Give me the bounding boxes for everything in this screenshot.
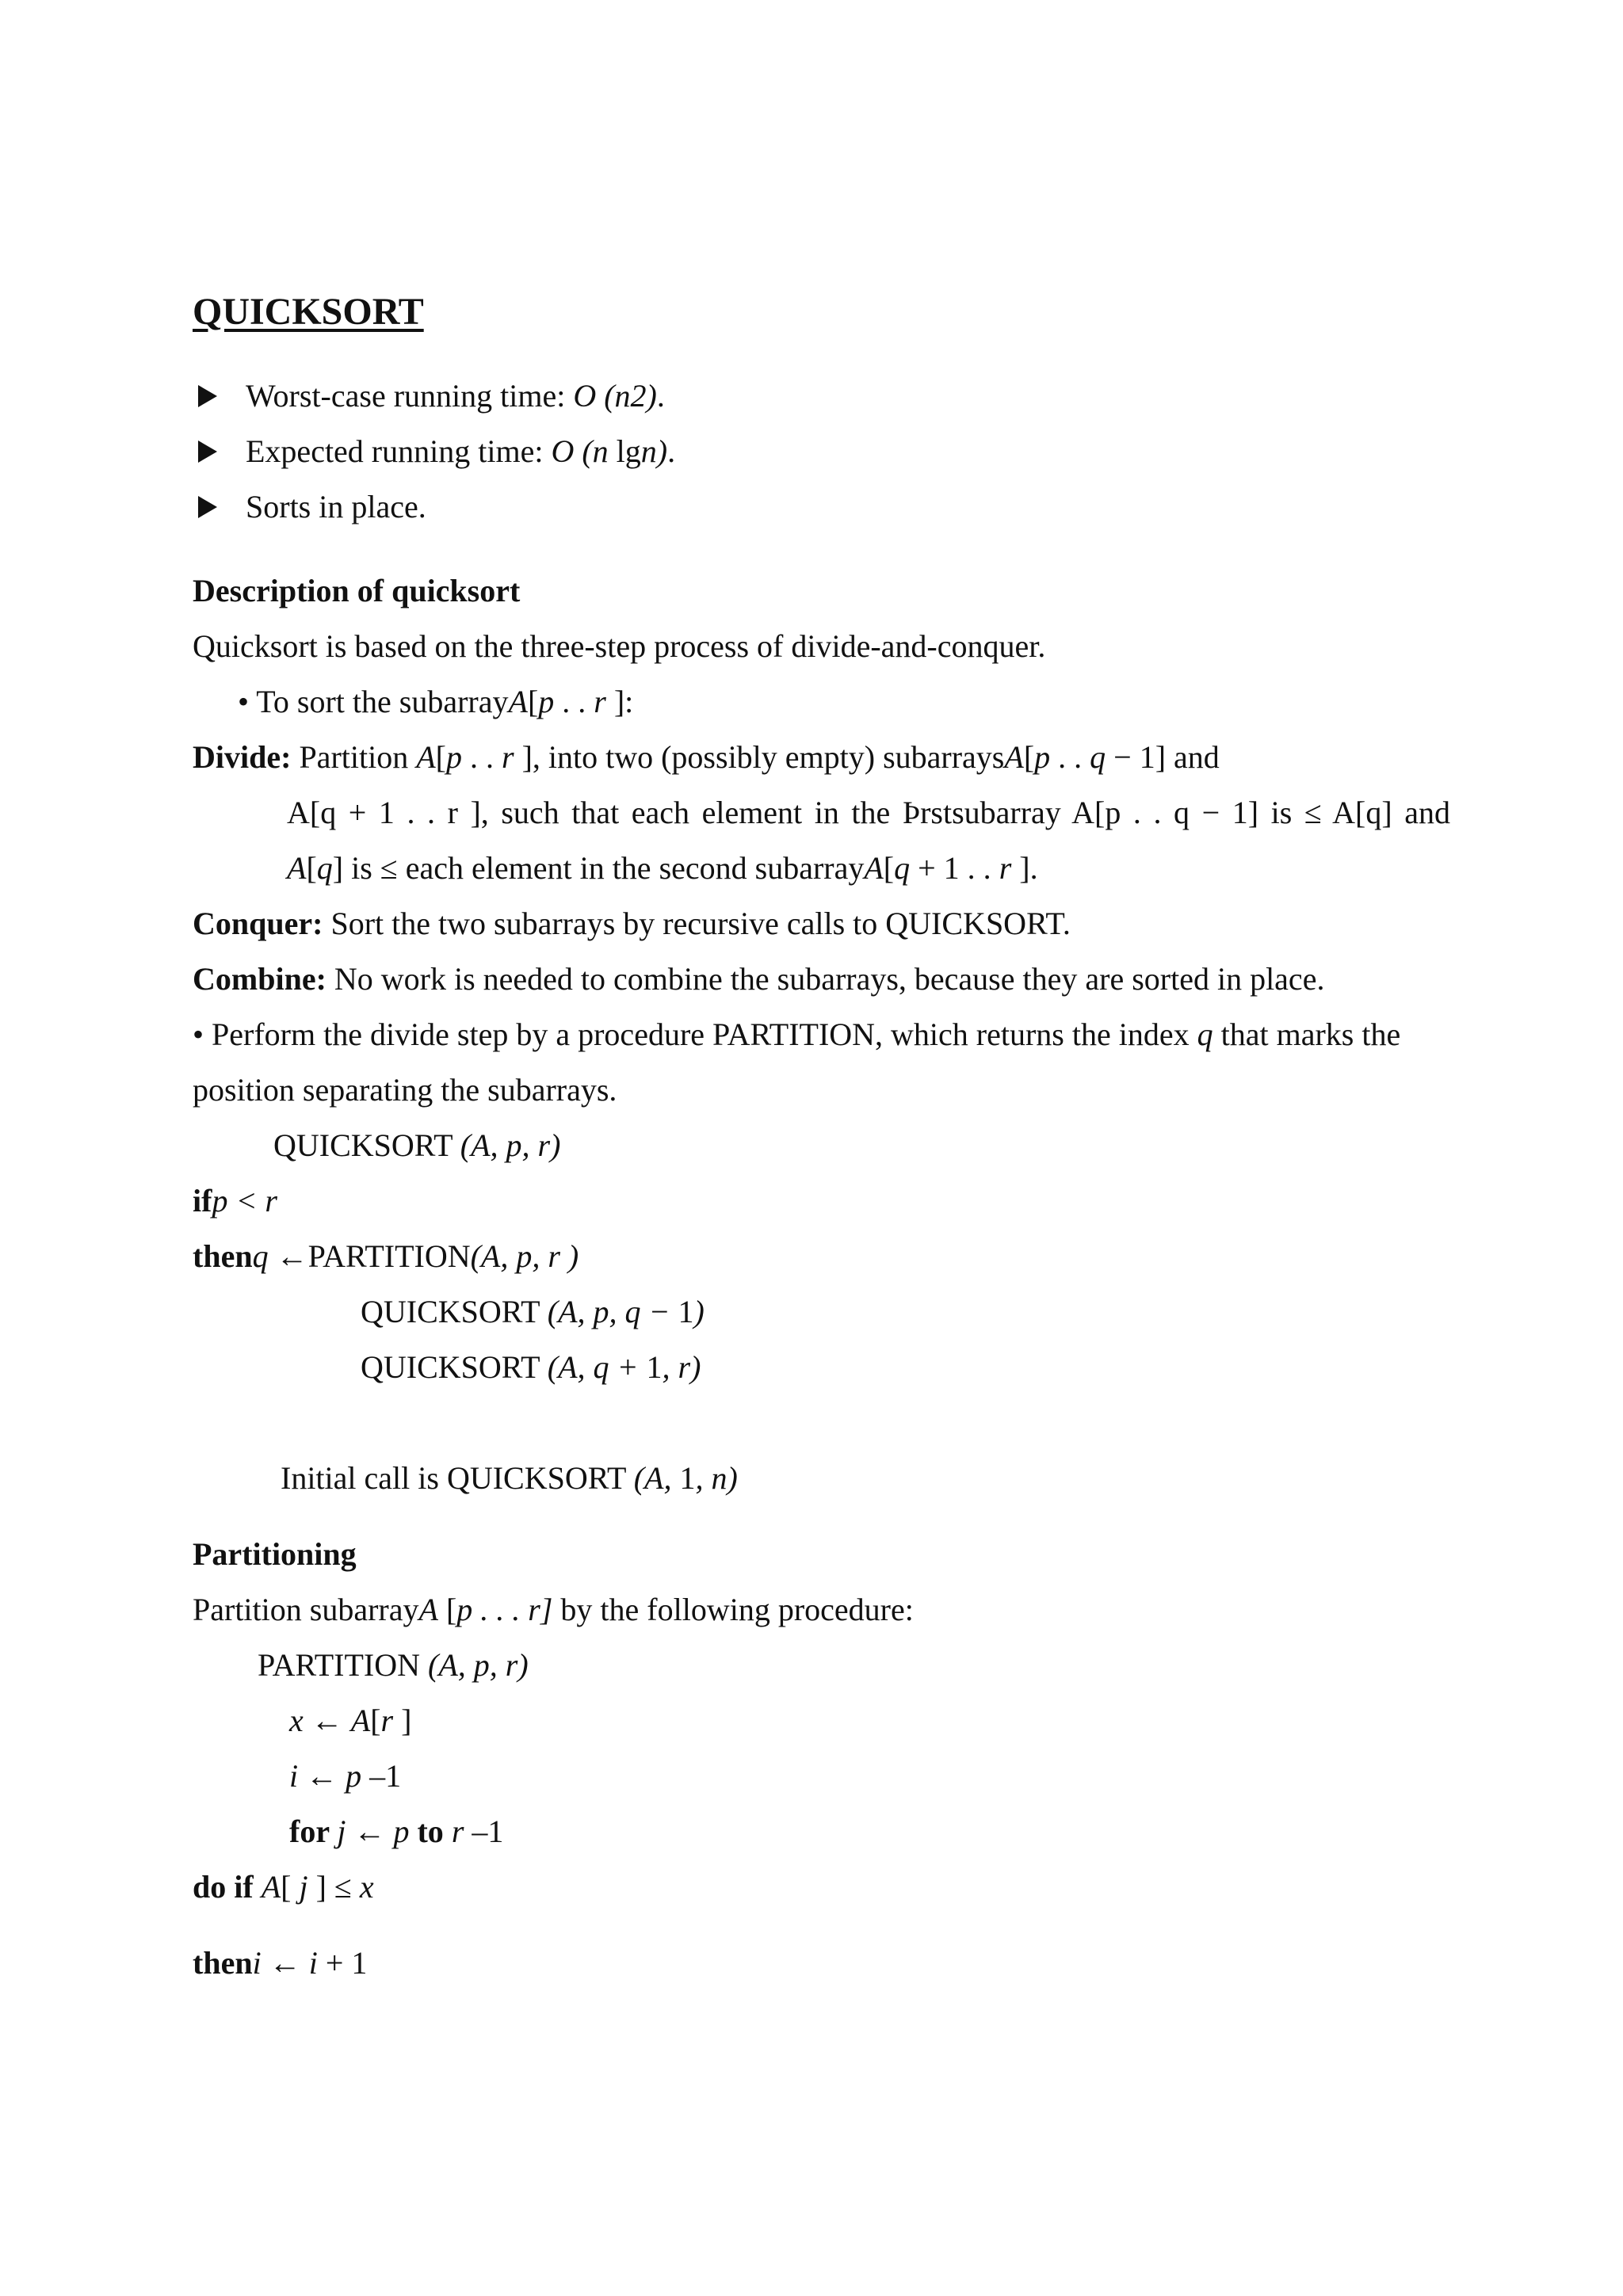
divide-line-2: A[q + 1 . . r ], such that each element in the Þrstsubarray A[p . . q − 1] is ≤ A[q] and xyxy=(287,795,1450,830)
partition-header: PARTITION (A, p, r) xyxy=(258,1647,529,1683)
arrow-bullet-icon xyxy=(198,496,217,518)
arrow-bullet-icon xyxy=(198,441,217,463)
divide-line-1: Divide: Partition A[p . . r ], into two (possibly empty) subarraysA[p . . q − 1] and xyxy=(193,739,1220,775)
bullet-worst-case: Worst-case running time: O (n2). xyxy=(198,380,665,412)
code-quicksort-header: QUICKSORT (A, p, r) xyxy=(273,1127,561,1163)
combine-line: Combine: No work is needed to combine the subarrays, because they are sorted in place. xyxy=(193,961,1325,997)
bullet-in-place: Sorts in place. xyxy=(198,491,426,523)
section-heading-partitioning: Partitioning xyxy=(193,1536,357,1572)
conquer-line: Conquer: Sort the two subarrays by recursive calls to QUICKSORT. xyxy=(193,906,1071,941)
partition-line-i: i ← p –1 xyxy=(289,1758,402,1794)
arrow-bullet-icon xyxy=(198,385,217,407)
desc-intro: Quicksort is based on the three-step process of divide-and-conquer. xyxy=(193,628,1046,664)
bullet-expected: Expected running time: O (n lgn). xyxy=(198,436,675,467)
desc-sort-line: • To sort the subarrayA[p . . r ]: xyxy=(238,684,634,719)
code-if-line: ifp < r xyxy=(193,1183,277,1219)
partition-line-x: x ← A[r ] xyxy=(289,1703,412,1738)
partitioning-intro: Partition subarrayA [p . . . r] by the following procedure: xyxy=(193,1592,914,1627)
code-then-line: thenq ←PARTITION(A, p, r ) xyxy=(193,1238,579,1274)
page-title: QUICKSORT xyxy=(193,291,424,333)
divide-line-3: A[q] is ≤ each element in the second subarrayA[q + 1 . . r ]. xyxy=(287,850,1038,886)
perform-line-2: position separating the subarrays. xyxy=(193,1072,617,1108)
code-initial-call: Initial call is QUICKSORT (A, 1, n) xyxy=(281,1460,738,1496)
perform-line-1: • Perform the divide step by a procedure PARTITION, which returns the index q that marks the xyxy=(193,1016,1401,1052)
partition-line-do-if: do if A[ j ] ≤ x xyxy=(193,1869,374,1905)
code-recursive-call-1: QUICKSORT (A, p, q − 1) xyxy=(361,1294,705,1329)
code-recursive-call-2: QUICKSORT (A, q + 1, r) xyxy=(361,1349,701,1385)
partition-line-then: theni ← i + 1 xyxy=(193,1945,368,1981)
partition-line-for: for j ← p to r –1 xyxy=(289,1814,504,1849)
section-heading-description: Description of quicksort xyxy=(193,573,521,608)
